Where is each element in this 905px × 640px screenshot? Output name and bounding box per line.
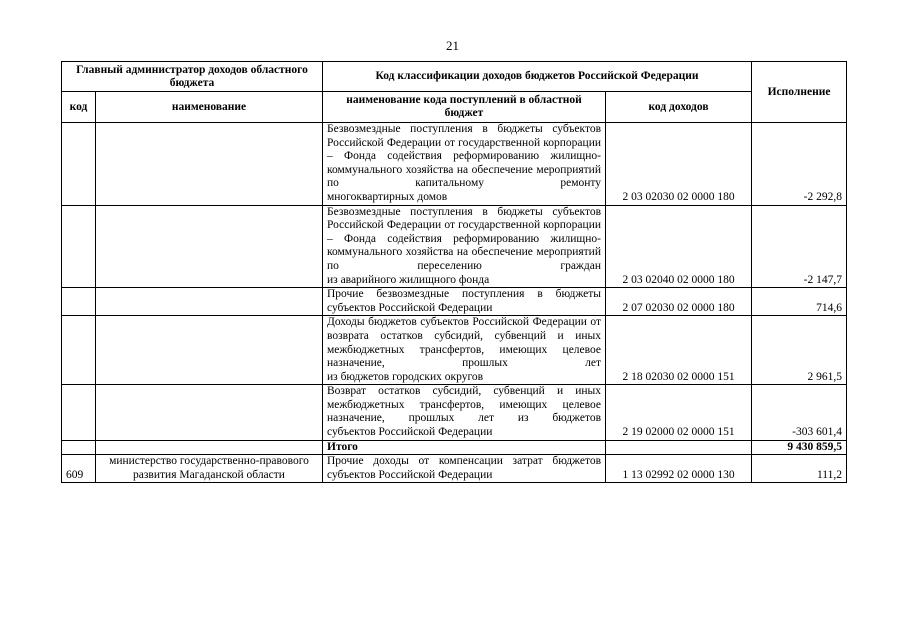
table-row — [62, 205, 847, 288]
admin-name-cell: министерство государственно-правового развития Магаданской области — [96, 455, 323, 483]
admin-code-cell — [62, 316, 96, 385]
description-line: мероприятий по переселению граждан — [327, 246, 601, 272]
admin-code-cell — [62, 385, 96, 440]
income-description-cell — [323, 316, 606, 385]
admin-code-cell — [62, 205, 96, 288]
table-row — [62, 123, 847, 206]
description-line: Прочие доходы от компенсации затрат бюджетов — [327, 455, 601, 468]
description-line: мероприятий по капитальному ремонту — [327, 163, 601, 190]
table-row — [62, 288, 847, 316]
income-code-cell: 1 13 02992 02 0000 130 — [606, 455, 752, 483]
total-row — [62, 440, 847, 455]
admin-name-cell — [96, 385, 323, 440]
table-row — [62, 455, 847, 483]
admin-code-cell — [62, 123, 96, 206]
description-line: межбюджетных трансфертов, имеющих целевое — [327, 398, 601, 411]
description-line: Прочие безвозмездные поступления в бюджеты — [327, 288, 601, 301]
amount-cell: 2 961,5 — [752, 316, 847, 385]
income-code-cell: 2 03 02030 02 0000 180 — [606, 123, 752, 206]
income-description-cell — [323, 455, 606, 483]
description-line: субъектов Российской Федерации — [327, 123, 602, 149]
description-line: от государственной корпорации – Фонда — [327, 219, 601, 245]
income-description-cell — [323, 205, 606, 288]
description-last-line: субъектов Российской Федерации — [327, 301, 493, 314]
income-code-cell: 2 07 02030 02 0000 180 — [606, 288, 752, 316]
description-line: от государственной корпорации – Фонда — [327, 136, 601, 163]
amount-cell: -2 292,8 — [752, 123, 847, 206]
description-line: Безвозмездные поступления в бюджеты — [327, 123, 543, 135]
amount-cell: -2 147,7 — [752, 205, 847, 288]
admin-name-cell — [96, 123, 323, 206]
description-line: содействия реформированию жилищно- — [387, 150, 601, 163]
revenue-table — [61, 61, 847, 483]
description-last-line: субъектов Российской Федерации — [327, 468, 493, 481]
name-column-header: наименование — [96, 92, 323, 123]
income-description-cell — [323, 123, 606, 206]
classification-group-header: Код классификации доходов бюджетов Российской Федерации — [323, 62, 752, 92]
table-row — [62, 385, 847, 440]
description-line: Федерации от возврата остатков субсидий, — [327, 316, 602, 342]
description-last-line: из аварийного жилищного фонда — [327, 273, 490, 286]
description-last-line: из бюджетов городских округов — [327, 370, 484, 383]
description-line: назначение, прошлых лет из бюджетов — [327, 412, 601, 425]
description-line: субъектов Российской Федерации — [327, 205, 602, 232]
amount-cell: -303 601,4 — [752, 385, 847, 440]
table-row — [62, 316, 847, 385]
description-line: субвенций и иных межбюджетных трансфертов, — [327, 329, 601, 356]
admin-code-cell — [62, 288, 96, 316]
page-number: 21 — [446, 38, 459, 53]
admin-name-cell — [96, 316, 323, 385]
income-name-column-header: наименование кода поступлений в областной бюджет — [323, 92, 606, 123]
income-code-cell: 2 19 02000 02 0000 151 — [606, 385, 752, 440]
income-code-cell: 2 03 02040 02 0000 180 — [606, 205, 752, 288]
admin-group-header: Главный администратор доходов областного бюджета — [62, 62, 323, 92]
description-line: Возврат остатков субсидий, субвенций и иных — [327, 385, 601, 398]
description-line: имеющих целевое назначение, прошлых лет — [327, 343, 601, 370]
admin-code-cell: 609 — [62, 455, 96, 483]
admin-name-cell — [96, 288, 323, 316]
code-column-header: код — [62, 92, 96, 123]
description-line: Доходы бюджетов субъектов Российской — [327, 316, 530, 329]
description-line: коммунального хозяйства на обеспечение — [327, 246, 533, 259]
income-code-column-header: код доходов — [606, 92, 752, 123]
amount-cell: 111,2 — [752, 455, 847, 483]
description-line: содействия реформированию жилищно- — [387, 232, 601, 245]
admin-name-cell — [96, 205, 323, 288]
total-label: Итого — [323, 440, 606, 455]
income-description-cell — [323, 288, 606, 316]
execution-header: Исполнение — [752, 62, 847, 123]
description-last-line: многоквартирных домов — [327, 190, 448, 203]
amount-cell: 714,6 — [752, 288, 847, 316]
income-description-cell — [323, 385, 606, 440]
total-amount: 9 430 859,5 — [752, 440, 847, 455]
description-line: коммунального хозяйства на обеспечение — [327, 163, 533, 176]
description-line: Безвозмездные поступления в бюджеты — [327, 205, 543, 218]
income-code-cell: 2 18 02030 02 0000 151 — [606, 316, 752, 385]
description-last-line: субъектов Российской Федерации — [327, 426, 493, 439]
